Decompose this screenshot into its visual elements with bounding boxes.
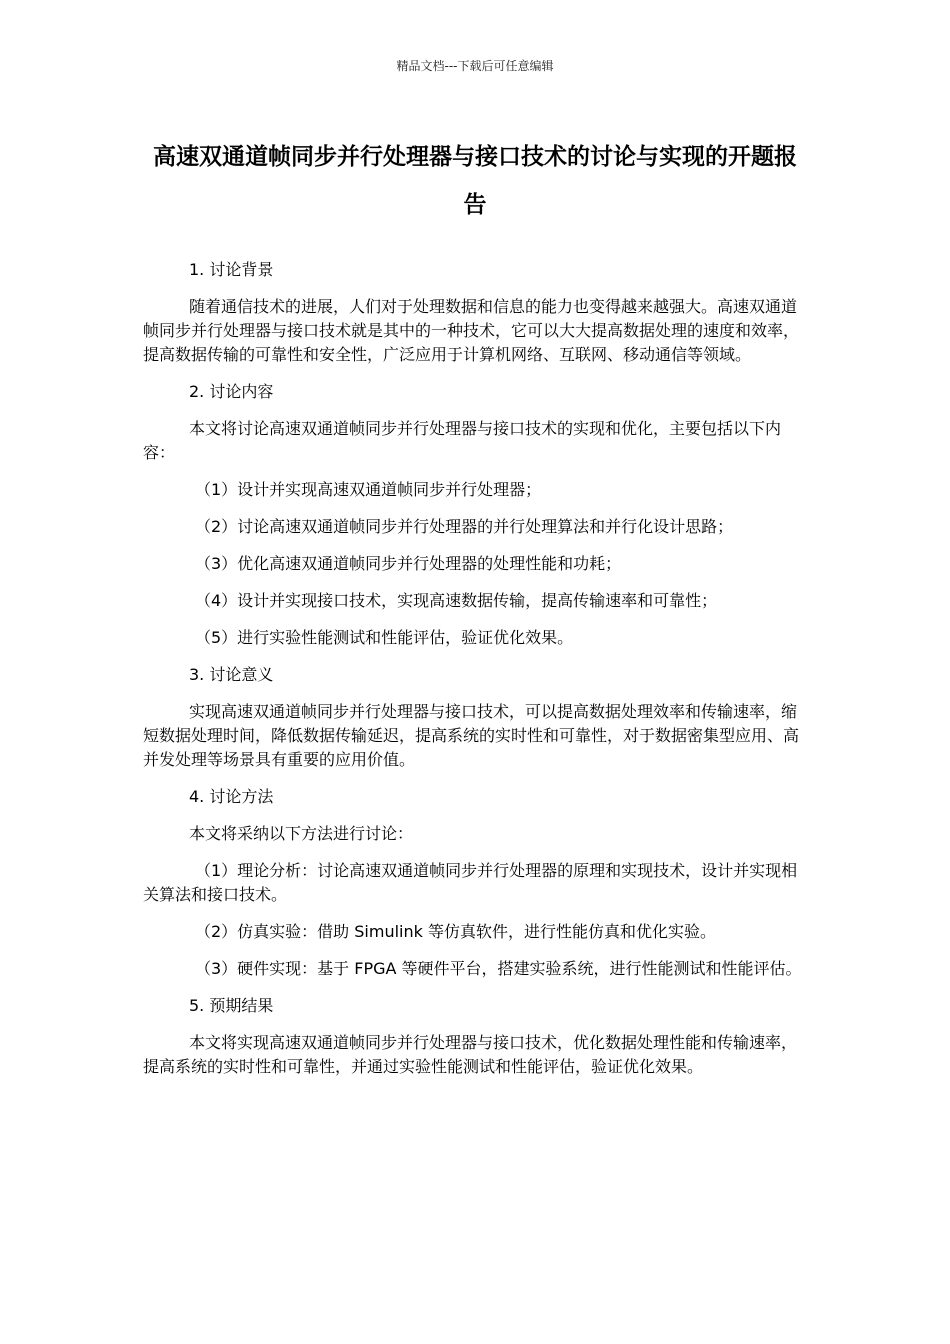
header-note: 精品文档---下载后可任意编辑 [396,59,554,73]
document-body [143,258,807,1092]
list-item: （3）优化高速双通道帧同步并行处理器的处理性能和功耗； [195,554,622,573]
section-heading-background: 1. 讨论背景 [189,260,274,279]
section-paragraph-content: 本文将讨论高速双通道帧同步并行处理器与接口技术的实现和优化，主要包括以下内容： [143,419,782,462]
list-item: （4）设计并实现接口技术，实现高速数据传输，提高传输速率和可靠性； [195,591,718,610]
section-paragraph-background: 随着通信技术的进展，人们对于处理数据和信息的能力也变得越来越强大。高速双通道帧同步并行处理器与接口技术就是其中的一种技术，它可以大大提高数据处理的速度和效率，提高数据传输的可靠性和安全性，广泛应用于计算机网络、互联网、移动通信等领域。 [143,297,800,364]
list-item: （2）仿真实验：借助 Simulink 等仿真软件，进行性能仿真和优化实验。 [195,922,716,941]
section-heading-significance: 3. 讨论意义 [189,665,274,684]
list-item: （1）理论分析：讨论高速双通道帧同步并行处理器的原理和实现技术，设计并实现相关算法和接口技术。 [143,861,798,904]
section-heading-content: 2. 讨论内容 [189,382,274,401]
section-paragraph-method: 本文将采纳以下方法进行讨论： [189,824,414,843]
list-item: （3）硬件实现：基于 FPGA 等硬件平台，搭建实验系统，进行性能测试和性能评估。 [195,959,802,978]
section-paragraph-significance: 实现高速双通道帧同步并行处理器与接口技术，可以提高数据处理效率和传输速率，缩短数据处理时间，降低数据传输延迟，提高系统的实时性和可靠性，对于数据密集型应用、高并发处理等场景具有重要的应用价值。 [143,702,800,769]
section-heading-expected-results: 5. 预期结果 [189,996,274,1015]
list-item: （5）进行实验性能测试和性能评估，验证优化效果。 [195,628,574,647]
section-paragraph-expected-results: 本文将实现高速双通道帧同步并行处理器与接口技术，优化数据处理性能和传输速率，提高系统的实时性和可靠性，并通过实验性能测试和性能评估，验证优化效果。 [143,1033,798,1076]
document-title: 高速双通道帧同步并行处理器与接口技术的讨论与实现的开题报告 [153,144,797,218]
list-item: （2）讨论高速双通道帧同步并行处理器的并行处理算法和并行化设计思路； [195,517,734,536]
section-heading-method: 4. 讨论方法 [189,787,274,806]
list-item: （1）设计并实现高速双通道帧同步并行处理器； [195,480,542,499]
